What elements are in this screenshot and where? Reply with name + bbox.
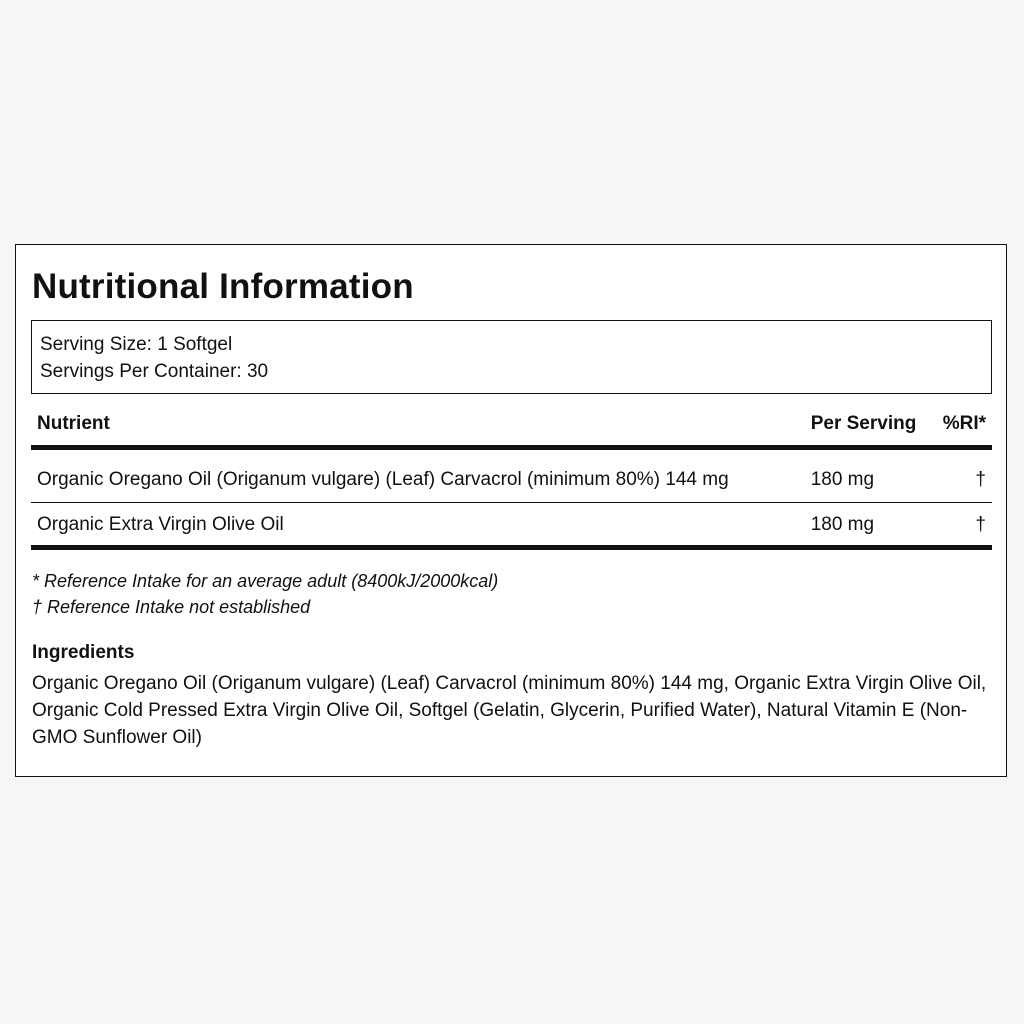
- nutrient-ri: †: [937, 448, 992, 503]
- serving-info-box: [31, 320, 992, 394]
- nutrient-name: Organic Oregano Oil (Origanum vulgare) (Leaf) Carvacrol (minimum 80%) 144 mg: [31, 448, 805, 503]
- table-row: [31, 448, 992, 503]
- serving-size: Serving Size: 1 Softgel: [40, 334, 233, 355]
- nutrient-per-serving: 180 mg: [805, 503, 937, 548]
- header-ri: %RI*: [937, 411, 992, 448]
- ingredients-text: Organic Oregano Oil (Origanum vulgare) (Leaf) Carvacrol (minimum 80%) 144 mg, Organic Extra Virgin Olive Oil, Organic Cold Pressed Extra Virgin Olive Oil, Softgel (Gelatin, Glycerin, Purified Water), Natural Vitamin E (Non-GMO Sunflower Oil): [32, 673, 987, 748]
- table-header-row: [31, 411, 992, 448]
- panel-title: Nutritional Information: [32, 267, 414, 306]
- servings-per-container: Servings Per Container: 30: [40, 361, 269, 382]
- footnote-reference-intake: * Reference Intake for an average adult (8400kJ/2000kcal): [32, 571, 499, 591]
- footnotes: [31, 568, 991, 620]
- header-per-serving: Per Serving: [805, 411, 937, 448]
- nutrient-per-serving: 180 mg: [805, 448, 937, 503]
- ingredients-heading: Ingredients: [32, 642, 135, 663]
- nutrition-panel: [15, 244, 1007, 777]
- footnote-not-established: † Reference Intake not established: [32, 597, 311, 617]
- table-row: [31, 503, 992, 548]
- nutrient-name: Organic Extra Virgin Olive Oil: [31, 503, 805, 548]
- header-nutrient: Nutrient: [31, 411, 805, 448]
- nutrient-ri: †: [937, 503, 992, 548]
- nutrient-table: [31, 411, 992, 550]
